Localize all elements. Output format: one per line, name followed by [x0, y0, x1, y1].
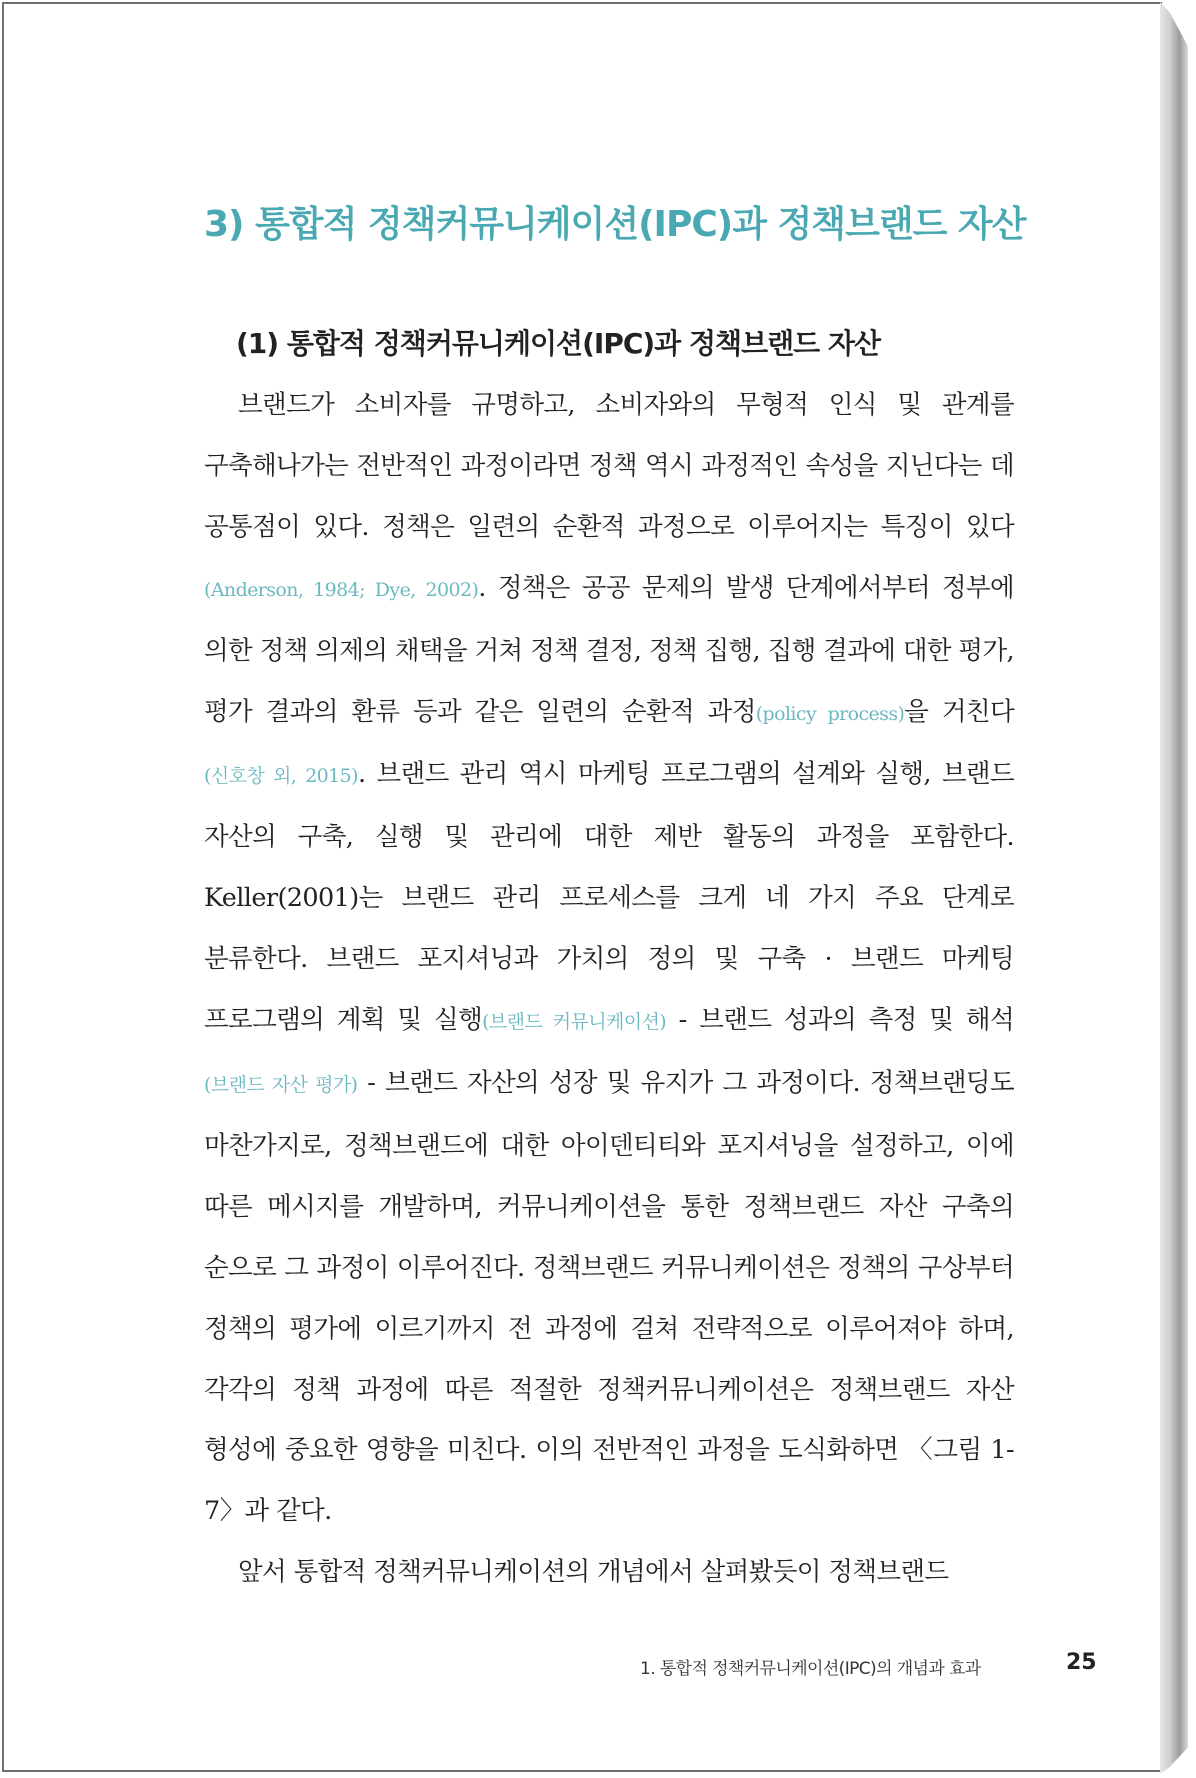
page-stack-edge	[1160, 2, 1188, 1774]
subsection-heading: (1) 통합적 정책커뮤니케이션(IPC)과 정책브랜드 자산	[236, 327, 881, 360]
paragraph-1-text-3: 을 거친다	[904, 696, 1014, 727]
running-footer-title: 1. 통합적 정책커뮤니케이션(IPC)의 개념과 효과	[640, 1659, 981, 1679]
citation-anderson-dye: (Anderson, 1984; Dye, 2002)	[204, 578, 479, 601]
paragraph-1	[204, 375, 1014, 1542]
paragraph-1-text-2: . 정책은 공공 문제의 발생 단계에서부터 정부에 의한 정책 의제의 채택을 거쳐 정책 결정, 정책 집행, 집행 결과에 대한 평가, 평가 결과의 환류 등과 같은 일련의 순환적 과정	[204, 572, 1014, 727]
citation-policy-process: (policy process)	[755, 702, 905, 725]
paragraph-1-text-6: - 브랜드 자산의 성장 및 유지가 그 과정이다. 정책브랜딩도 마찬가지로, 정책브랜드에 대한 아이덴티티와 포지셔닝을 설정하고, 이에 따른 메시지를 개발하며, 커뮤니케이션을 통한 정책브랜드 자산 구축의 순으로 그 과정이 이루어진다. 정책브랜드 커뮤니케이션은 정책의 구상부터 정책의 평가에 이르기까지 전 과정에 걸쳐 전략적으로 이루어져야 하며, 각각의 정책 과정에 따른 적절한 정책커뮤니케이션은 정책브랜드 자산 형성에 중요한 영향을 미친다. 이의 전반적인 과정을 도식화하면 〈그림 1-7〉과 같다.	[204, 1067, 1014, 1527]
citation-shin-2015: (신호창 외, 2015)	[204, 765, 358, 788]
paragraph-1-text-5: - 브랜드 성과의 측정 및 해석	[666, 1005, 1014, 1036]
paragraph-1-text-4: . 브랜드 관리 역시 마케팅 프로그램의 설계와 실행, 브랜드 자산의 구축, 실행 및 관리에 대한 제반 활동의 과정을 포함한다. Keller(2001)는 브랜드 관리 프로세스를 크게 네 가지 주요 단계로 분류한다. 브랜드 포지셔닝과 가치의 정의 및 구축 · 브랜드 마케팅 프로그램의 계획 및 실행	[204, 759, 1014, 1036]
citation-brand-communication: (브랜드 커뮤니케이션)	[482, 1011, 667, 1034]
page-number: 25	[1066, 1650, 1097, 1675]
body-text	[204, 375, 1014, 1603]
paragraph-1-text-1: 브랜드가 소비자를 규명하고, 소비자와의 무형적 인식 및 관계를 구축해나가는 전반적인 과정이라면 정책 역시 과정적인 속성을 지닌다는 데 공통점이 있다. 정책은 일련의 순환적 과정으로 이루어지는 특징이 있다	[204, 390, 1014, 542]
section-heading: 3) 통합적 정책커뮤니케이션(IPC)과 정책브랜드 자산	[204, 204, 1026, 245]
paragraph-2: 앞서 통합적 정책커뮤니케이션의 개념에서 살펴봤듯이 정책브랜드	[238, 1557, 949, 1588]
citation-brand-asset-evaluation: (브랜드 자산 평가)	[204, 1073, 358, 1096]
